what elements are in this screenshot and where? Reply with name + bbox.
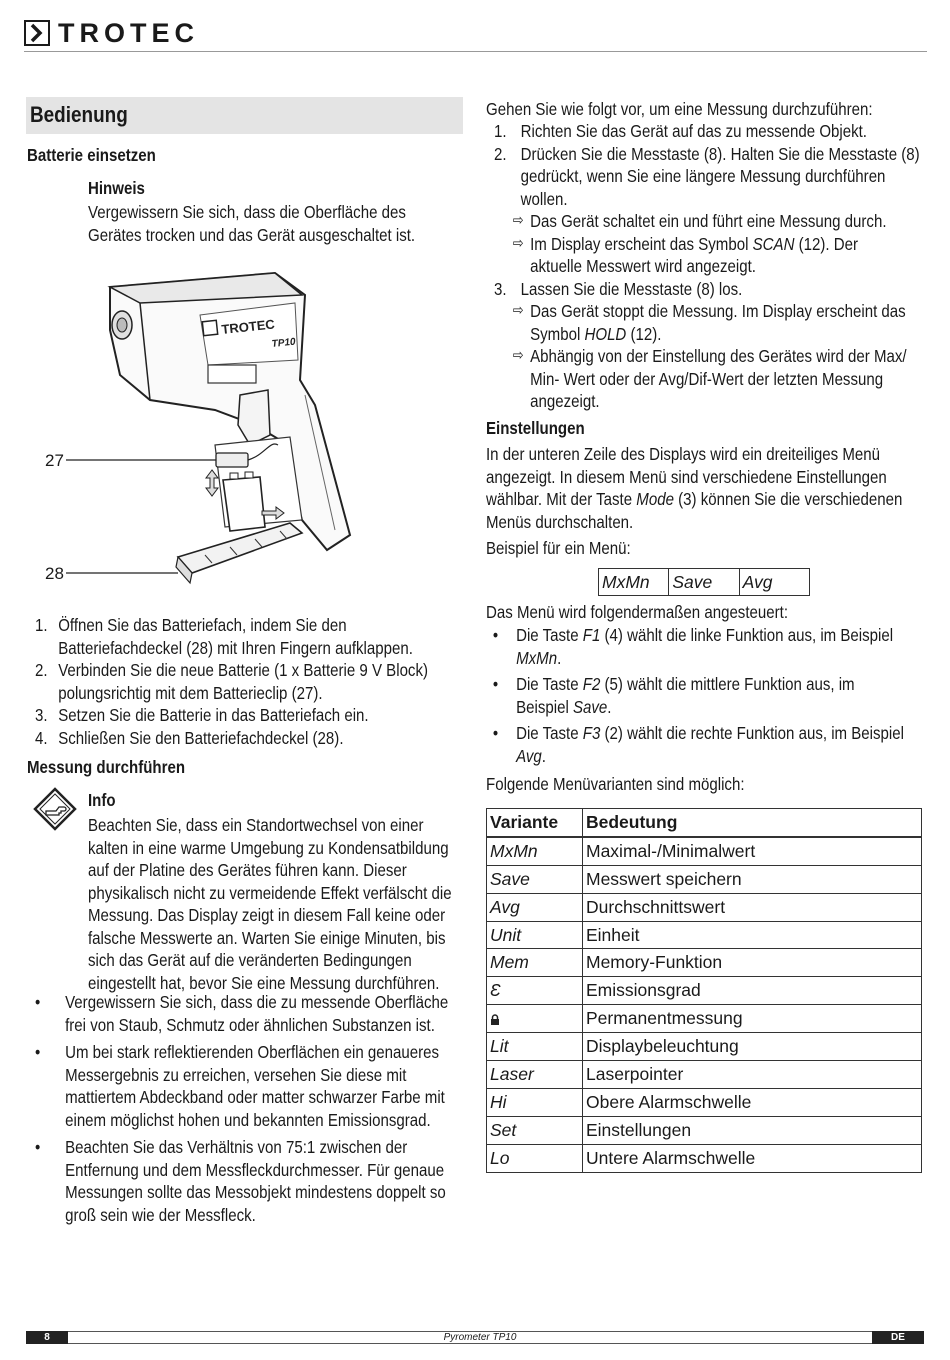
result-item: ⇨ Abhängig von der Einstellung des Gerätes wird der Max/ Min- Wert oder der Avg/Dif-Wert der letzten Messung angezeigt. bbox=[512, 346, 907, 411]
table-header-row bbox=[487, 809, 922, 837]
device-brand-label: TROTEC bbox=[220, 316, 276, 337]
result-arrow-icon: ⇨ bbox=[512, 212, 524, 229]
table-cell: Avg bbox=[487, 893, 583, 921]
hint-title: Hinweis bbox=[88, 178, 145, 198]
table-row bbox=[487, 837, 922, 865]
menu-cell: Save bbox=[669, 569, 739, 595]
list-item: • Die Taste F1 (4) wählt die linke Funktion aus, im Beispiel MxMn. bbox=[492, 625, 894, 668]
settings-heading: Einstellungen bbox=[486, 418, 585, 438]
section-title: Bedienung bbox=[30, 102, 128, 127]
table-cell bbox=[487, 1005, 583, 1033]
result-arrow-icon: ⇨ bbox=[512, 234, 524, 252]
table-cell: Laser bbox=[487, 1061, 583, 1089]
list-item: • Um bei stark reflektierenden Oberflächen ein genaueres Messergebnis zu erreichen, versehen Sie diese mit mattiertem Abdeckband oder matter schwarzer Farbe mit einem möglichst hohen und bekannten Emissionsgrad. bbox=[35, 1042, 445, 1130]
info-title: Info bbox=[88, 790, 116, 810]
table-cell: Emissionsgrad bbox=[583, 977, 922, 1005]
table-cell: Hi bbox=[487, 1088, 583, 1116]
battery-heading: Batterie einsetzen bbox=[27, 145, 156, 165]
table-cell: Set bbox=[487, 1116, 583, 1144]
table-header: Bedeutung bbox=[583, 809, 922, 837]
example-menu bbox=[598, 568, 810, 596]
measure-heading: Messung durchführen bbox=[27, 757, 186, 777]
hint-text: Vergewissern Sie sich, dass die Oberfläche des Gerätes trocken und das Gerät ausgeschaltet ist. bbox=[88, 202, 416, 245]
procedure-intro: Gehen Sie wie folgt vor, um eine Messung durchzuführen: bbox=[486, 99, 873, 119]
table-cell: Durchschnittswert bbox=[583, 893, 922, 921]
trotec-logo-icon bbox=[24, 20, 50, 46]
table-row bbox=[487, 1005, 922, 1033]
example-label: Beispiel für ein Menü: bbox=[486, 538, 631, 558]
table-cell: Unit bbox=[487, 921, 583, 949]
page-number: 8 bbox=[26, 1331, 68, 1344]
callout-28: 28 bbox=[45, 564, 64, 583]
step-item: 2. Verbinden Sie die neue Batterie (1 x Batterie 9 V Block) polungsrichtig mit dem Batterieclip (27). bbox=[35, 660, 429, 703]
table-row bbox=[487, 1116, 922, 1144]
list-item: • Die Taste F3 (2) wählt die rechte Funktion aus, im Beispiel Avg. bbox=[492, 723, 904, 766]
step-item: 1. Richten Sie das Gerät auf das zu messende Objekt. bbox=[494, 121, 867, 141]
table-cell: Save bbox=[487, 865, 583, 893]
lock-icon bbox=[490, 1014, 500, 1026]
table-cell: Laserpointer bbox=[583, 1061, 922, 1089]
emissivity-symbol: Ɛ bbox=[487, 977, 583, 1005]
table-row bbox=[487, 1061, 922, 1089]
table-row bbox=[487, 977, 922, 1005]
bullet-list bbox=[35, 991, 448, 1226]
battery-installation-figure bbox=[40, 265, 370, 595]
step-item: 1. Öffnen Sie das Batteriefach, indem Sie den Batteriefachdeckel (28) mit Ihren Fingern aufklappen. bbox=[35, 615, 413, 658]
table-cell: Memory-Funktion bbox=[583, 949, 922, 977]
result-item: ⇨ Im Display erscheint das Symbol SCAN (12). Der aktuelle Messwert wird angezeigt. bbox=[512, 233, 858, 276]
settings-paragraph: In der unteren Zeile des Displays wird ein dreiteiliges Menü angezeigt. In diesem Menü sind verschiedene Einstellungen wählbar. Mit der Taste Mode (3) können Sie die verschiedenen Menüs durchschalten. bbox=[486, 444, 903, 532]
info-hand-icon bbox=[33, 787, 77, 831]
table-row bbox=[487, 1033, 922, 1061]
brand-logo: TROTEC bbox=[58, 18, 199, 48]
list-item: • Die Taste F2 (5) wählt die mittlere Funktion aus, im Beispiel Save. bbox=[492, 674, 855, 717]
table-cell: Einstellungen bbox=[583, 1116, 922, 1144]
table-cell: Lo bbox=[487, 1144, 583, 1172]
language-badge: DE bbox=[872, 1331, 924, 1344]
table-row bbox=[487, 949, 922, 977]
menu-variants-table bbox=[486, 808, 922, 1173]
table-cell: Lit bbox=[487, 1033, 583, 1061]
step-item: 4. Schließen Sie den Batteriefachdeckel (28). bbox=[35, 727, 344, 748]
table-row bbox=[487, 1144, 922, 1172]
table-cell: Obere Alarmschwelle bbox=[583, 1088, 922, 1116]
result-arrow-icon: ⇨ bbox=[512, 302, 524, 319]
result-item: ⇨ Das Gerät stoppt die Messung. Im Display erscheint das Symbol HOLD (12). bbox=[512, 301, 906, 344]
menu-cell: MxMn bbox=[599, 569, 669, 595]
table-header: Variante bbox=[487, 809, 583, 837]
table-row bbox=[487, 921, 922, 949]
result-arrow-icon: ⇨ bbox=[512, 347, 524, 364]
step-item: 3. Setzen Sie die Batterie in das Batteriefach ein. bbox=[35, 705, 369, 725]
result-item: ⇨ Das Gerät schaltet ein und führt eine Messung durch. bbox=[512, 211, 887, 231]
device-model-label: TP10 bbox=[271, 336, 297, 350]
table-cell: Mem bbox=[487, 949, 583, 977]
list-item: • Beachten Sie das Verhältnis von 75:1 zwischen der Entfernung und dem Messfleckdurchmesser. Für genaue Messungen sollte das Messobjekt mindestens doppelt so groß sein wie der Messfleck. bbox=[35, 1137, 446, 1225]
list-item: • Vergewissern Sie sich, dass die zu messende Oberfläche frei von Staub, Schmutz oder ähnlichen Substanzen ist. bbox=[35, 992, 449, 1035]
step-item: 2. Drücken Sie die Messtaste (8). Halten Sie die Messtaste (8) gedrückt, wenn Sie eine längere Messung durchführen wollen. bbox=[494, 143, 920, 209]
variants-intro: Folgende Menüvarianten sind möglich: bbox=[486, 774, 745, 794]
table-cell: Permanentmessung bbox=[583, 1005, 922, 1033]
table-cell: Maximal-/Minimalwert bbox=[583, 837, 922, 865]
table-cell: MxMn bbox=[487, 837, 583, 865]
table-cell: Untere Alarmschwelle bbox=[583, 1144, 922, 1172]
control-intro: Das Menü wird folgendermaßen angesteuert: bbox=[486, 602, 789, 622]
callout-27: 27 bbox=[45, 451, 64, 470]
table-cell: Displaybeleuchtung bbox=[583, 1033, 922, 1061]
table-row bbox=[487, 893, 922, 921]
battery-steps bbox=[35, 614, 428, 749]
key-list bbox=[486, 624, 904, 767]
table-row bbox=[487, 865, 922, 893]
info-text: Beachten Sie, dass ein Standortwechsel von einer kalten in eine warme Umgebung zu Kondensatbildung auf der Platine des Gerätes führen kann. Dieser physikalisch nicht zu vermeidende Effekt verfälscht die Messung. Das Display zeigt in diesem Fall keine oder falsche Messwerte an. Warten Sie einige Minuten, bis sich das Gerät auf die veränderten Bedingungen eingestellt hat, bevor Sie eine Messung durchführen. bbox=[88, 815, 452, 993]
table-cell: Messwert speichern bbox=[583, 865, 922, 893]
step-item: 3. Lassen Sie die Messtaste (8) los. bbox=[494, 278, 743, 299]
procedure-steps bbox=[494, 120, 920, 413]
table-row bbox=[487, 1088, 922, 1116]
header-divider bbox=[24, 51, 927, 52]
footer-title: Pyrometer TP10 bbox=[443, 1332, 517, 1343]
menu-cell: Avg bbox=[742, 572, 773, 592]
table-cell: Einheit bbox=[583, 921, 922, 949]
